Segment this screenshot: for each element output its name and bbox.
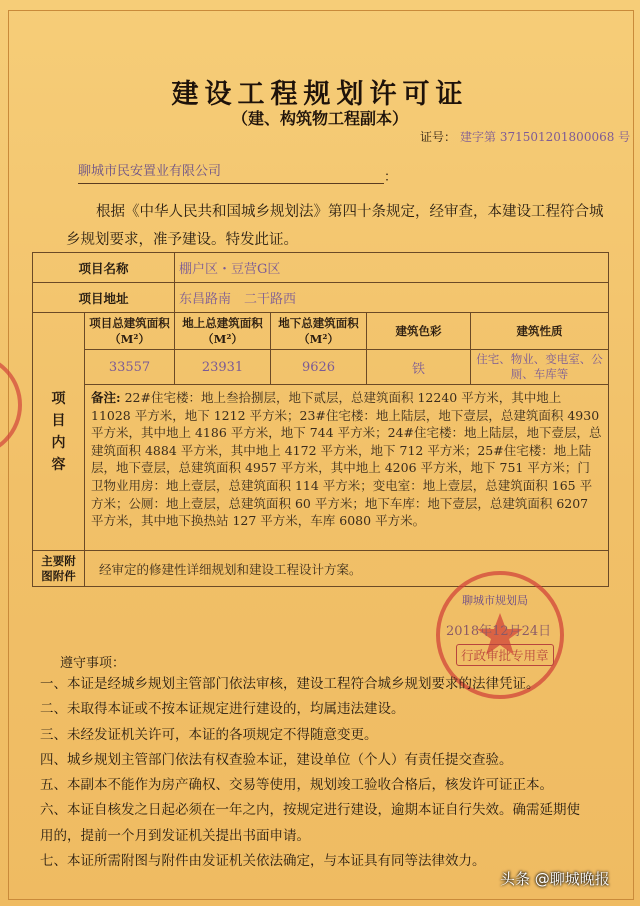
watermark-text: 头条 @聊城晚报 xyxy=(500,870,610,888)
left-seal-icon xyxy=(0,350,40,460)
project-address-value: 东昌路南 二干路西 xyxy=(175,283,609,313)
col-total-area: 项目总建筑面积（M²） xyxy=(85,313,175,350)
seal-date: 2018年12月24日 xyxy=(446,624,552,639)
rules-list xyxy=(40,672,610,874)
project-content-text: 项目内容 xyxy=(51,390,66,473)
col-nature: 建筑性质 xyxy=(471,313,609,350)
seal-approval-text: 行政审批专用章 xyxy=(456,644,554,666)
rule-item: 二、未取得本证或不按本证规定进行建设的，均属违法建设。 xyxy=(40,701,405,718)
value-total-area: 33557 xyxy=(85,350,175,385)
project-address-label: 项目地址 xyxy=(33,283,175,313)
document-subtitle: （建、构筑物工程副本） xyxy=(231,109,408,128)
value-nature: 住宅、物业、变电室、公厕、车库等 xyxy=(471,350,609,385)
value-above-area: 23931 xyxy=(175,350,271,385)
attachments-label: 主要附图附件 xyxy=(33,551,85,587)
rule-item: 五、本副本不能作为房产确权、交易等使用，规划竣工验收合格后，核发许可证正本。 xyxy=(40,777,553,794)
document-title: 建设工程规划许可证 xyxy=(171,79,469,110)
watermark xyxy=(500,868,640,898)
attachments-text: 经审定的修建性详细规划和建设工程设计方案。 xyxy=(85,551,609,587)
notes-label: 备注: xyxy=(91,390,121,405)
project-table xyxy=(32,252,609,587)
rule-item: 六、本证自核发之日起必须在一年之内，按规定进行建设，逾期本证自行失效。确需延期使 xyxy=(40,802,580,819)
value-color: 铁 xyxy=(367,350,471,385)
project-notes xyxy=(85,385,609,551)
rule-item: 七、本证所需附图与附件由发证机关依法确定，与本证具有同等法律效力。 xyxy=(40,853,486,870)
rules-title: 遵守事项： xyxy=(60,656,126,671)
rule-item: 四、城乡规划主管部门依法有权查验本证，建设单位（个人）有责任提交查验。 xyxy=(40,751,513,768)
certificate-number-value: 建字第 371501201800068 号 xyxy=(460,130,631,144)
holder-name: 聊城市民安置业有限公司 xyxy=(78,160,384,184)
rule-item-continued: 用的，提前一个月到发证机关提出书面申请。 xyxy=(40,827,310,844)
rule-item: 一、本证是经城乡规划主管部门依法审核，建设工程符合城乡规划要求的法律凭证。 xyxy=(40,676,540,692)
certificate-number xyxy=(420,128,630,145)
intro-paragraph: 根据《中华人民共和国城乡规划法》第四十条规定，经审查，本建设工程符合城乡规划要求，准予建设。特发此证。 xyxy=(66,204,604,248)
col-color: 建筑色彩 xyxy=(367,313,471,350)
project-name-label: 项目名称 xyxy=(33,253,175,283)
project-name-value: 棚户区・豆营G区 xyxy=(175,253,609,283)
value-below-area: 9626 xyxy=(271,350,367,385)
seal-org-text: 聊城市规划局 xyxy=(462,594,528,607)
rule-item: 三、未经发证机关许可，本证的各项规定不得随意变更。 xyxy=(40,726,378,743)
certificate-number-label: 证号： xyxy=(420,130,457,144)
col-above-area: 地上总建筑面积（M²） xyxy=(175,313,271,350)
notes-text: 22#住宅楼：地上叁拾捌层，地下贰层，总建筑面积 12240 平方米，其中地上 11028 平方米，地下 1212 平方米；23#住宅楼：地上陆层，地下壹层，总建筑面积 4930 平方米，其中地上 4186 平方米，地下 744 平方米；24#住宅楼：地上陆层，地下壹层，总建筑面积 4884 平方米，其中地上 4172 平方米，地下 712 平方米；25#住宅楼：地上陆层，地下壹层，总建筑面积 4957 平方米，其中地上 4206 平方米，地下 751 平方米；门卫物业用房：地上壹层，总建筑面积 114 平方米；变电室：地上壹层，总建筑面积 165 平方米；公厕：地上壹层，总建筑面积 60 平方米；地下车库：地下壹层，总建筑面积 6207 平方米，其中地下换热站 127 平方米，车库 6080 平方米。 xyxy=(91,390,602,529)
holder-colon: ： xyxy=(384,170,398,185)
col-below-area: 地下总建筑面积（M²） xyxy=(271,313,367,350)
project-content-label xyxy=(33,313,85,551)
